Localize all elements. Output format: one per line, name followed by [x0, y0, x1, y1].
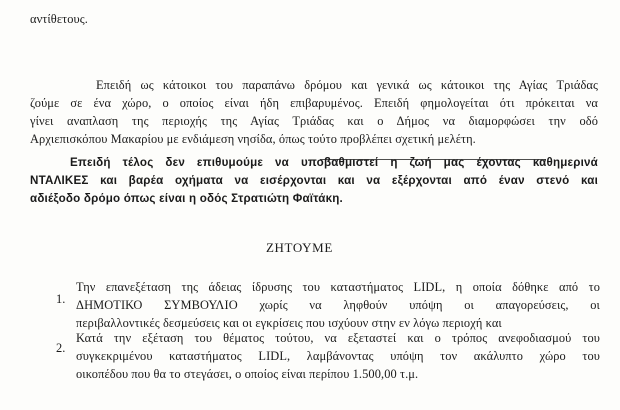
list-item-number: 1. [56, 292, 66, 306]
paragraph-2-line-1: Επειδή τέλος δεν επιθυμούμε να υποβαθμιστεί η ζωή μας έχοντας καθημερινά [70, 156, 598, 169]
list-item-2-line-1: Κατά την εξέταση του θέματος τούτου, να εξεταστεί και ο τρόπος ανεφοδιασμού του [76, 331, 600, 345]
paragraph-2-line-3: αδιέξοδο δρόμο όπως είναι η οδός Στρατιώτη Φαϊτάκη. [30, 192, 343, 205]
paragraph-1-line-2: ζούμε σε ένα χώρο, ο οποίος είναι ήδη επιβαρυμένος. Επειδή φημολογείται ότι πρόκειται να [30, 96, 598, 110]
text-line: αντίθετους. [30, 12, 88, 26]
paragraph-2-line-2: ΝΤΑΛΙΚΕΣ και βαρέα οχήματα να εισέρχονται και να εξέρχονται από έναν στενό και [30, 174, 598, 187]
list-item-2-line-2: συγκεκριμένου καταστήματος LIDL, λαμβάνοντας υπόψη τον ακάλυπτο χώρο του [76, 349, 600, 363]
section-heading: ΖΗΤΟΥΜΕ [266, 240, 333, 255]
paragraph-1-line-4: Αρχιεπισκόπου Μακαρίου με ενδιάμεση νησίδα, όπως τούτο προβλέπει σχετική μελέτη. [30, 132, 476, 146]
list-item-2-line-3: οικοπέδου που θα το στεγάσει, ο οποίος είναι περίπου 1.500,00 τ.μ. [76, 367, 419, 381]
list-item-1-line-2: ΔΗΜΟΤΙΚΟ ΣΥΜΒΟΥΛΙΟ χωρίς να ληφθούν υπόψη οι απαγορεύσεις, οι [76, 298, 600, 312]
list-item-1-line-1: Την επανεξέταση της άδειας ίδρυσης του καταστήματος LIDL, η οποία δόθηκε από το [76, 280, 600, 294]
paragraph-1-line-3: γίνει αναπλαση της περιοχής της Αγίας Τριάδας και ο Δήμος να διαμορφώσει την οδό [30, 114, 598, 128]
paragraph-1-line-1: Επειδή ως κάτοικοι του παραπάνω δρόμου και γενικά ως κάτοικοι της Αγίας Τριάδας [96, 78, 598, 92]
list-item-number: 2. [56, 341, 66, 355]
list-item-1-line-3: περιβαλλοντικές δεσμεύσεις και οι εγκρίσεις που ισχύουν στην εν λόγω περιοχή και [76, 316, 502, 330]
